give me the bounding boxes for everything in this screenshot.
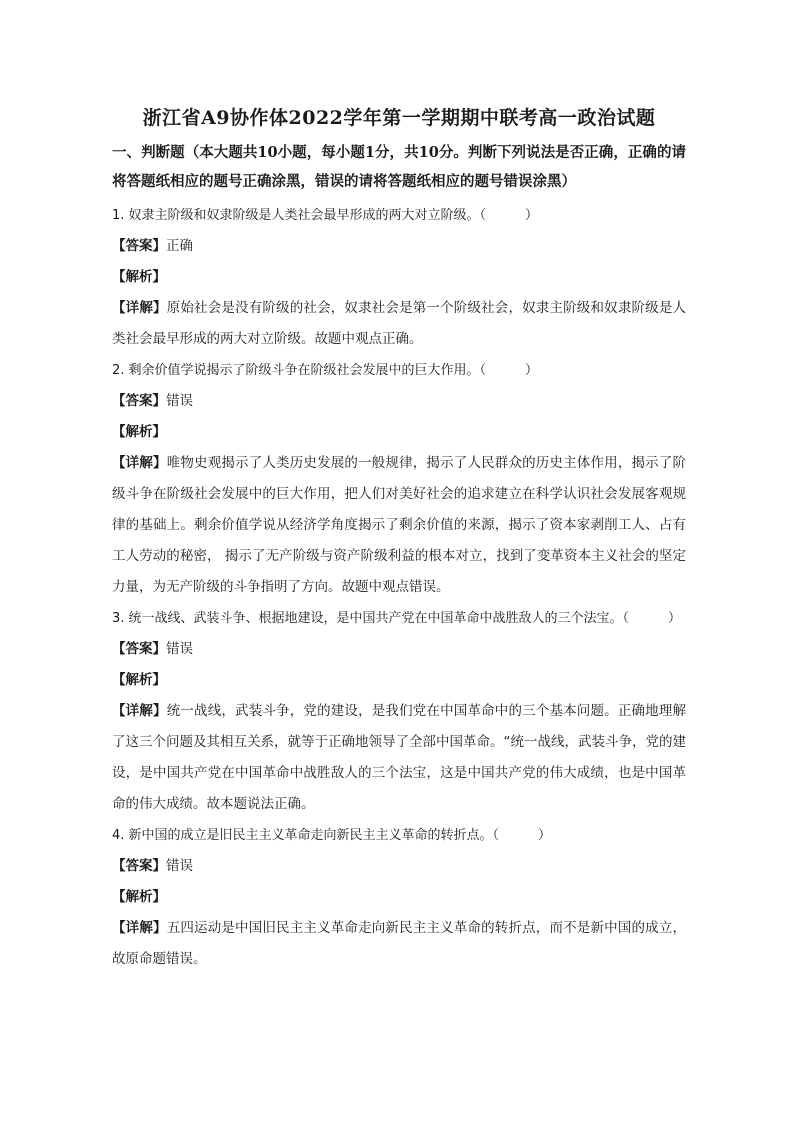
detail-row (112, 293, 686, 355)
analysis-row (112, 417, 686, 448)
detail-label: 【详解】 (112, 703, 167, 719)
analysis-row (112, 262, 686, 293)
question-text: 1. 奴隶主阶级和奴隶阶级是人类社会最早形成的两大对立阶级。（ ） (112, 208, 539, 223)
answer-value: 正确 (166, 238, 193, 254)
analysis-row (112, 882, 686, 913)
detail-text: 原始社会是没有阶级的社会，奴隶社会是第一个阶级社会，奴隶主阶级和奴隶阶级是人类社会最早形成的两大对立阶级。故题中观点正确。 (112, 300, 687, 347)
detail-text: 唯物史观揭示了人类历史发展的一般规律，揭示了人民群众的历史主体作用，揭示了阶级斗争在阶级社会发展中的巨大作用，把人们对美好社会的追求建立在科学认识社会发展客观规律的基础上。剩余价值学说从经济学角度揭示了剩余价值的来源，揭示了资本家剥削工人、占有工人劳动的秘密， 揭示了无产阶级与资产阶级利益的根本对立，找到了变革资本主义社会的坚定力量，为无产阶级的斗争指明了方向。故题中观点错误。 (112, 455, 687, 595)
question-block (112, 355, 686, 603)
question-block (112, 200, 686, 355)
answer-label: 【答案】 (112, 641, 166, 657)
detail-row (112, 696, 686, 820)
answer-value: 错误 (166, 858, 193, 874)
answer-row (112, 386, 686, 417)
section-heading: 一、判断题（本大题共10小题，每小题1分，共10分。判断下列说法是否正确，正确的请将答题纸相应的题号正确涂黑，错误的请将答题纸相应的题号错误涂黑） (112, 144, 686, 190)
detail-row (112, 448, 686, 603)
question-text: 2. 剩余价值学说揭示了阶级斗争在阶级社会发展中的巨大作用。（ ） (112, 363, 539, 378)
document-page (112, 104, 686, 975)
answer-row (112, 851, 686, 882)
detail-label: 【详解】 (112, 300, 167, 316)
answer-label: 【答案】 (112, 238, 166, 254)
detail-text: 五四运动是中国旧民主主义革命走向新民主主义革命的转折点，而不是新中国的成立，故原命题错误。 (112, 920, 687, 967)
detail-text: 统一战线，武装斗争，党的建设，是我们党在中国革命中的三个基本问题。正确地理解了这三个问题及其相互关系，就等于正确地领导了全部中国革命。“统一战线，武装斗争，党的建设，是中国共产党在中国革命中战胜敌人的三个法宝，这是中国共产党的伟大成绩，也是中国革命的伟大成绩。故本题说法正确。 (112, 703, 687, 812)
answer-label: 【答案】 (112, 858, 166, 874)
page-title: 浙江省A9协作体2022学年第一学期期中联考高一政治试题 (142, 107, 656, 129)
answer-value: 错误 (166, 393, 193, 409)
answer-row (112, 231, 686, 262)
detail-label: 【详解】 (112, 455, 167, 471)
answer-label: 【答案】 (112, 393, 166, 409)
answer-value: 错误 (166, 641, 193, 657)
question-text: 4. 新中国的成立是旧民主主义革命走向新民主主义革命的转折点。（ ） (112, 828, 552, 843)
analysis-label: 【解析】 (112, 269, 166, 285)
analysis-label: 【解析】 (112, 424, 166, 440)
analysis-row (112, 665, 686, 696)
analysis-label: 【解析】 (112, 889, 166, 905)
analysis-label: 【解析】 (112, 672, 166, 688)
question-block (112, 603, 686, 820)
detail-row (112, 913, 686, 975)
question-block (112, 820, 686, 975)
question-text: 3. 统一战线、武装斗争、根据地建设，是中国共产党在中国革命中战胜敌人的三个法宝。（ ） (112, 611, 682, 626)
answer-row (112, 634, 686, 665)
detail-label: 【详解】 (112, 920, 167, 936)
